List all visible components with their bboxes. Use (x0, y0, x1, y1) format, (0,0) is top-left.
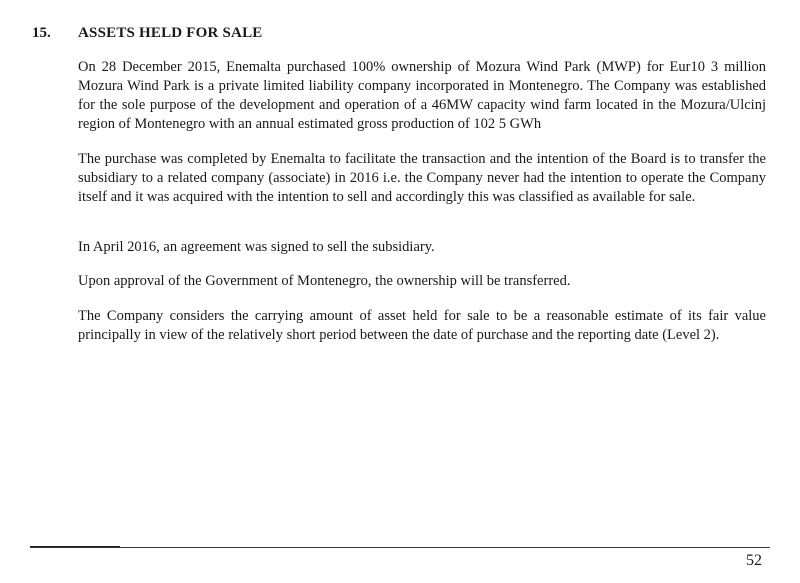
paragraph-approval: Upon approval of the Government of Montenegro, the ownership will be transferred. (78, 273, 571, 289)
paragraph-fair-value: The Company considers the carrying amount of asset held for sale to be a reasonable estimate of its fair value principally in view of the relatively short period between the date of purchase and the reporting date (Level 2). (78, 308, 766, 343)
section-number: 15. (32, 25, 51, 41)
paragraph-purchase: On 28 December 2015, Enemalta purchased 100% ownership of Mozura Wind Park (MWP) for Eur10 3 million Mozura Wind Park is a private limited liability company incorporated in Montenegro. The Company was established for the sole purpose of the development and operation of a 46MW capacity wind farm located in the Mozura/Ulcinj region of Montenegro with an annual estimated gross production of 102 5 GWh (78, 59, 766, 132)
section-title: ASSETS HELD FOR SALE (78, 25, 263, 41)
page-number: 52 (746, 552, 762, 569)
paragraph-agreement: In April 2016, an agreement was signed to sell the subsidiary. (78, 239, 435, 255)
paragraph-transfer-intention: The purchase was completed by Enemalta to facilitate the transaction and the intention of the Board is to transfer the subsidiary to a related company (associate) in 2016 i.e. the Company never had the intention to operate the Company itself and it was acquired with the intention to sell and accordingly this was classified as available for sale. (78, 151, 766, 205)
footer-divider (30, 547, 770, 548)
